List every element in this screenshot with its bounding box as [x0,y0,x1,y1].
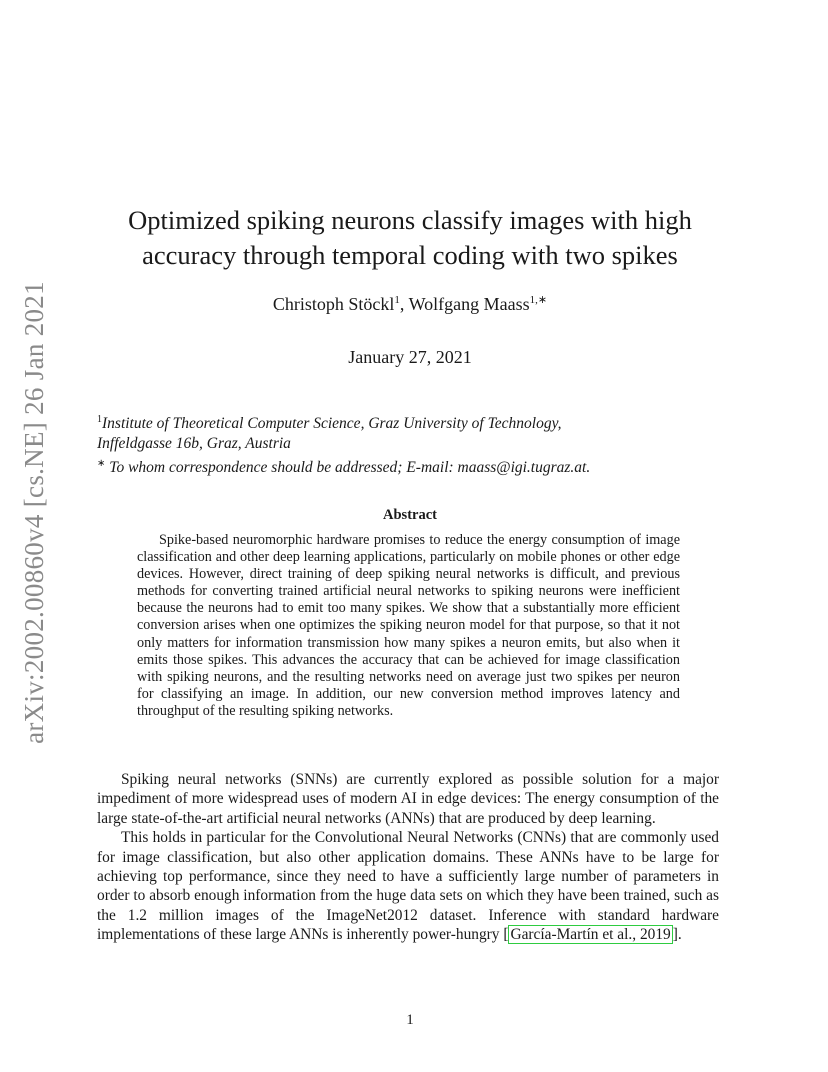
paragraph-text: This holds in particular for the Convolutional Neural Networks (CNNs) that are commonly used for image classification, but also other application domains. These ANNs have to be large for achieving top performance, since they need to have a sufficiently large number of parameters in order to absorb enough information from the huge data sets on which they have been trained, such as the 1.2 million images of the ImageNet2012 dataset. Inference with standard hardware implementations of these large ANNs is inherently power-hungry [97,829,719,944]
arxiv-side-stamp [14,281,54,744]
paragraph [97,828,719,944]
cite-bracket: [ [503,926,509,944]
affiliation-line: Inffeldgasse 16b, Graz, Austria [97,435,291,453]
affiliation-line: Institute of Theoretical Computer Science, Graz University of Technology, [102,415,562,433]
author-list [60,293,760,315]
body-text [97,770,719,945]
title-line-1: Optimized spiking neurons classify images with high [128,205,692,235]
page-number: 1 [406,1012,414,1028]
title-line-2: accuracy through temporal coding with two spikes [142,240,678,270]
author-name: Wolfgang Maass [408,294,530,314]
affiliation-mark: 1 [394,294,400,306]
paragraph: Spiking neural networks (SNNs) are currently explored as possible solution for a major impediment of more widespread uses of modern AI in edge devices: The energy consumption of the large state-of-the-art artificial neural networks (ANNs) that are produced by deep learning. [97,771,719,827]
correspondence-line: To whom correspondence should be addressed; E-mail: maass@igi.tugraz.at. [105,459,591,477]
author-name: Christoph Stöckl [272,294,395,314]
cite-bracket: ]. [672,926,682,944]
abstract-text: Spike-based neuromorphic hardware promises to reduce the energy consumption of image classification and other deep learning applications, particularly on mobile phones or other edge devices. However, direct training of deep spiking neural networks is difficult, and previous methods for converting trained artificial neural networks to spiking neurons were inefficient because the neurons had to emit too many spikes. We show that a substantially more efficient conversion arises when one optimizes the spiking neuron model for that purpose, so that it not only matters for information transmission how many spikes a neuron emits, but also when it emits those spikes. This advances the accuracy that can be achieved for image classification with spiking neurons, and the resulting networks need on average just two spikes per neuron for classifying an image. In addition, our new conversion method improves latency and throughput of the resulting spiking networks. [137,532,680,719]
affiliation-mark: 1 [97,414,102,425]
abstract-heading: Abstract [383,507,437,523]
publication-date: January 27, 2021 [348,347,472,367]
affiliation-mark: 1,∗ [529,294,548,306]
affiliations [97,410,737,478]
author-separator: , [399,294,409,314]
paper-title [60,203,760,273]
citation-link[interactable]: García-Martín et al., 2019 [510,926,671,944]
arxiv-identifier: arXiv:2002.00860v4 [cs.NE] 26 Jan 2021 [18,281,49,744]
correspondence-mark: ∗ [97,458,106,470]
